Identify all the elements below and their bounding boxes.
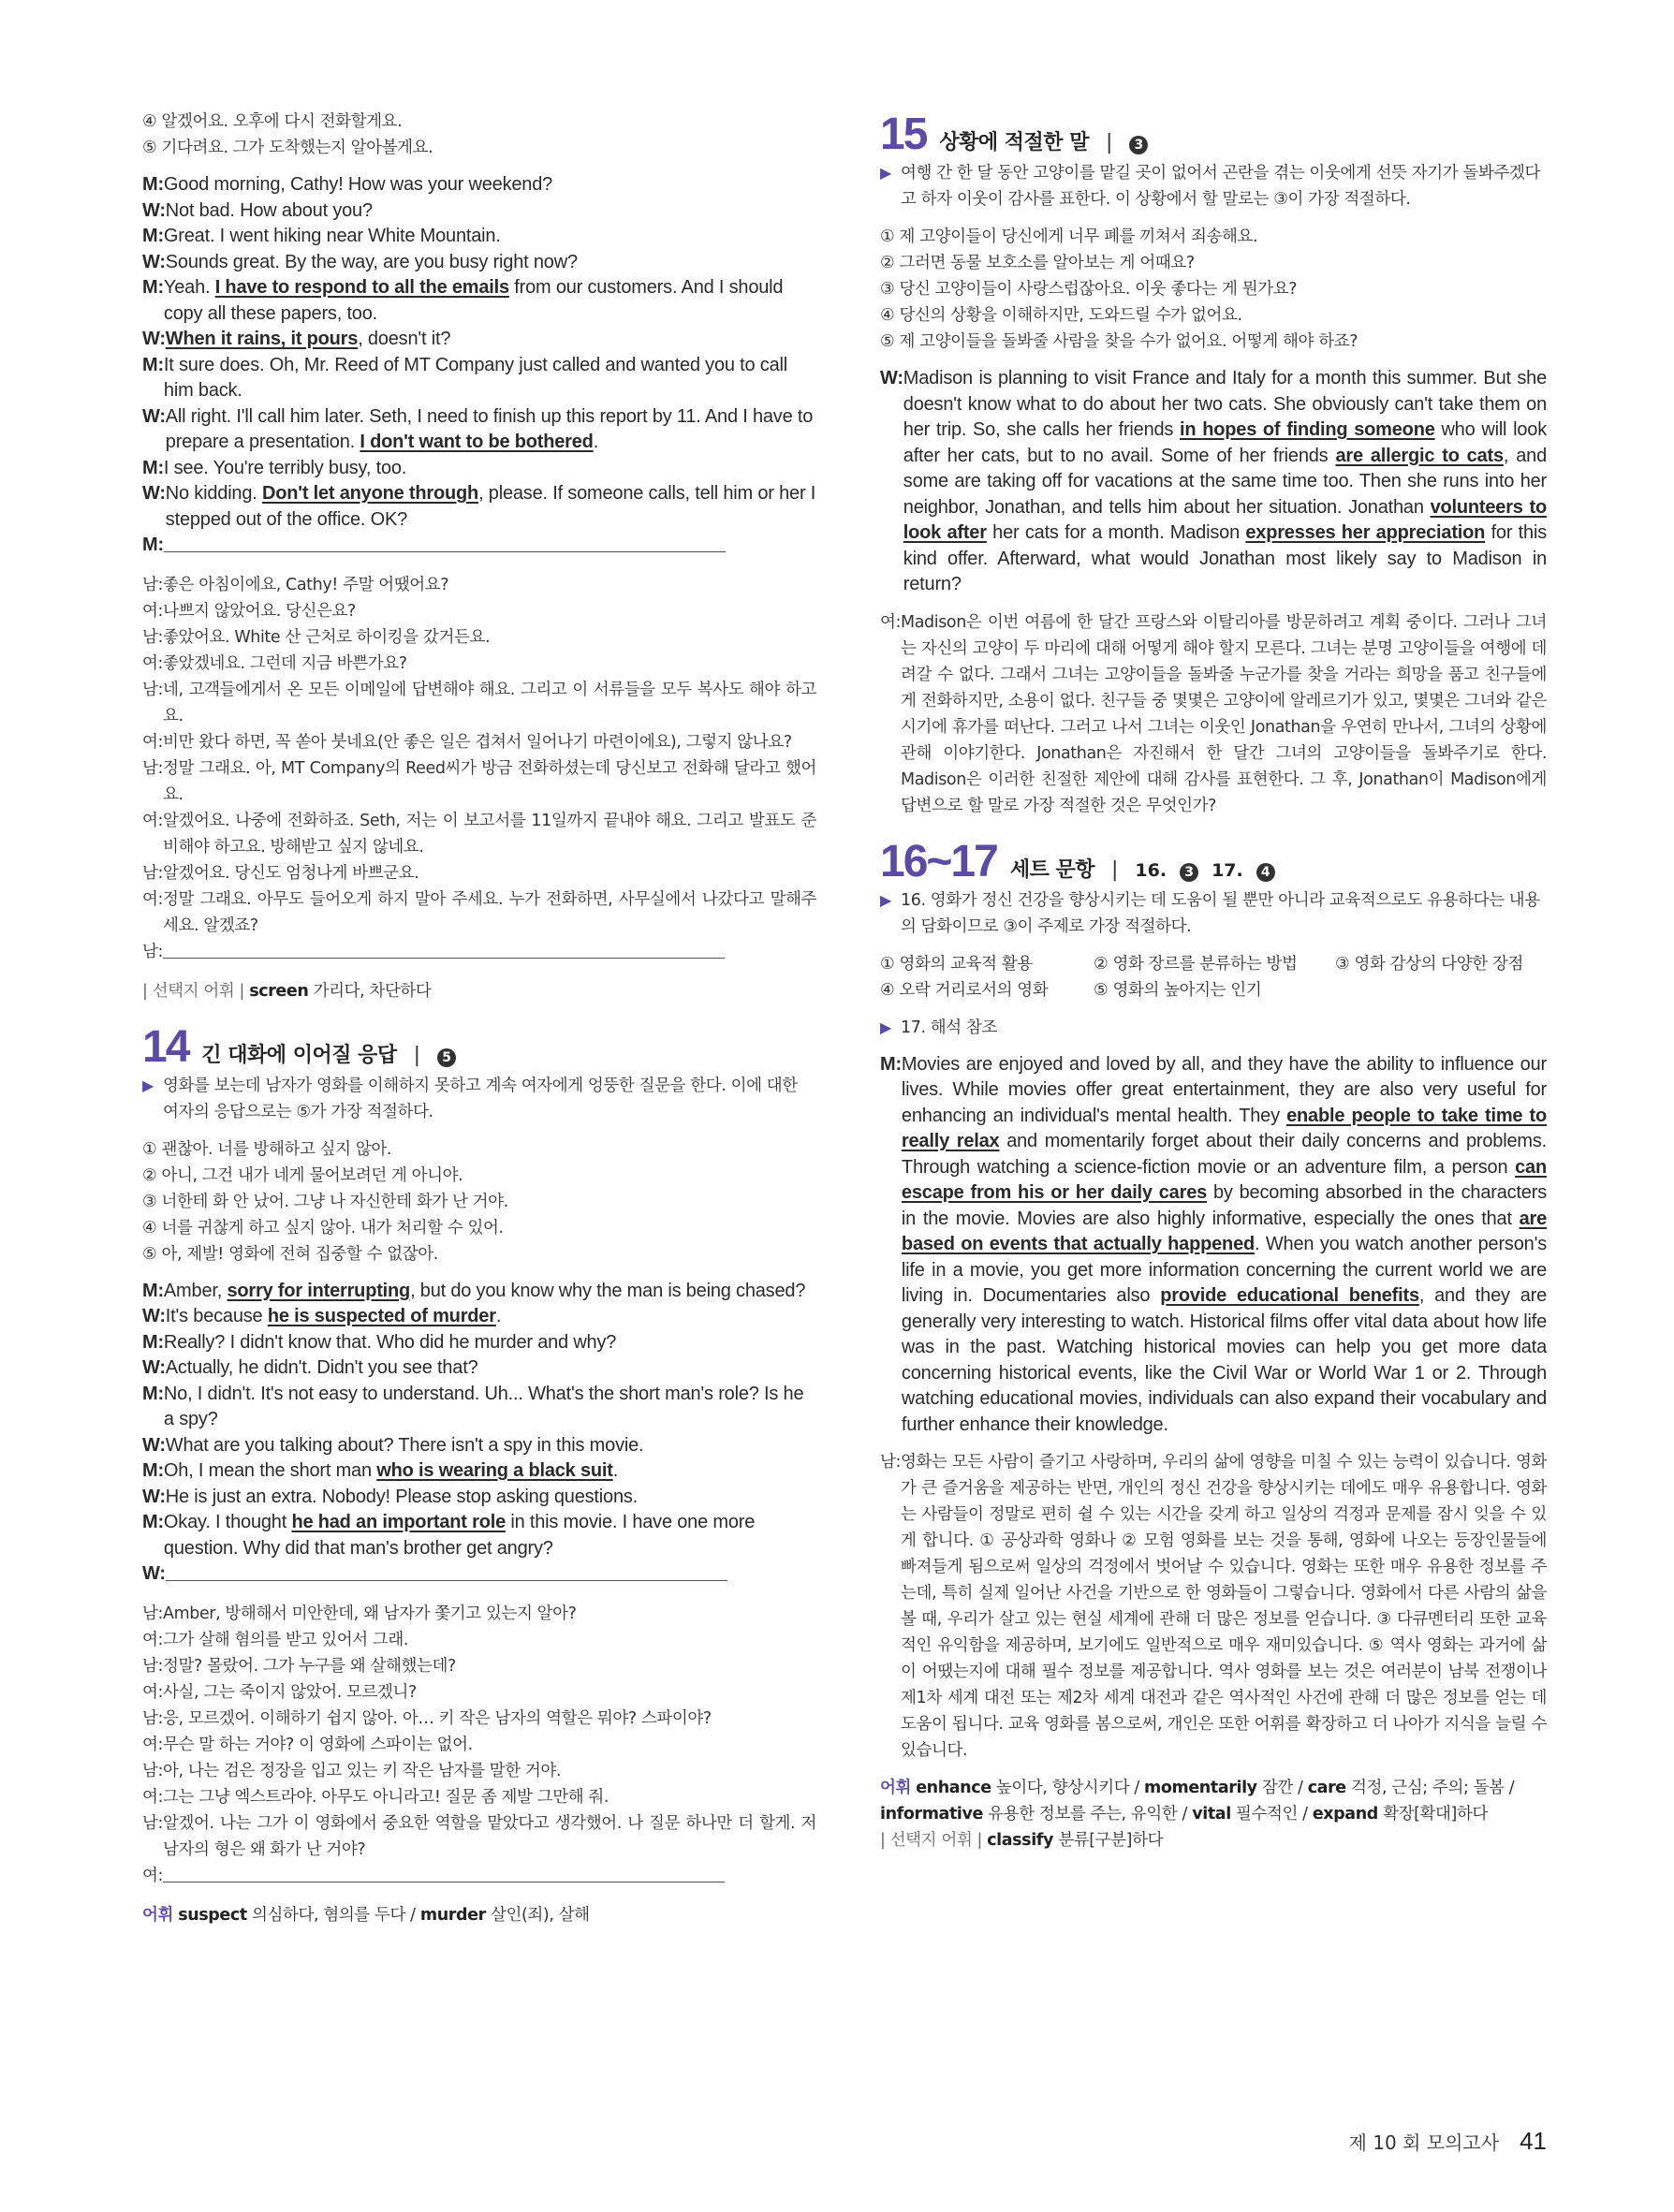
answer-option: ① 제 고양이들이 당신에게 너무 폐를 끼쳐서 죄송해요. (880, 227, 1258, 246)
dialog-line (142, 1561, 816, 1589)
triangle-icon: ▶ (880, 164, 891, 182)
dialog-line: 여: 좋았겠네요. 그런데 지금 바쁜가요? (142, 651, 816, 677)
option-5: ⑤ 기다려요. 그가 도착했는지 알아볼게요. (142, 139, 433, 157)
speaker-label: W: (142, 199, 166, 221)
answer-blank (164, 533, 726, 552)
answer-option: ④ 너를 귀찮게 하고 싶지 않아. 내가 처리할 수 있어. (142, 1218, 504, 1238)
key-phrase: in hopes of finding someone (1180, 419, 1435, 440)
section-15-header: 15 상황에 적절한 말 | 3 (880, 109, 1547, 160)
options-15 (880, 224, 1547, 355)
dialog-line: 남: 알겠어요. 당신도 엄청나게 바쁘군요. (142, 860, 816, 886)
speaker-label: 여: (142, 1682, 164, 1702)
speaker-label: 여: (142, 732, 164, 752)
speaker-label: W: (142, 1486, 166, 1507)
dialog-line: M: Yeah. I have to respond to all the emails from our customers. And I should copy all these papers, too. (142, 275, 816, 327)
answer-badge-17: 4 (1256, 863, 1275, 882)
translation-17: 남: 영화는 모든 사람이 즐기고 사랑하며, 우리의 삶에 영향을 미칠 수 있는 능력이 있습니다. 영화가 큰 즐거움을 제공하는 반면, 개인의 정신 건강을 향상시키는 데에도 매우 유용합니다. 영화는 사람들이 정말로 편히 쉴 수 있는 시간을 갖게 하고 일상의 걱정과 문제를 잠시 잊을 수 있게 합니다. ① 공상과학 영화나 ② 모험 영화를 보는 것을 통해, 영화에 나오는 등장인물들에 빠져들게 됨으로써 일상의 걱정에서 벗어날 수 있습니다. 영화는 또한 매우 유용한 정보를 주는데, 특히 실제 일어난 사건을 기반으로 한 영화들이 그렇습니다. 영화에서 다른 사람의 삶을 볼 때, 우리가 살고 있는 현실 세계에 관해 더 많은 정보를 얻습니다. ③ 다큐멘터리 또한 교육적인 유익함을 제공하며, 보기에도 일반적으로 매우 재미있습니다. ⑤ 역사 영화는 과거에 삶이 어땠는지에 대해 필수 정보를 제공합니다. 역사 영화를 보는 것은 여러분이 남북 전쟁이나 제1차 세계 대전 또는 제2차 세계 대전과 같은 역사적인 사건에 관해 더 많은 정보를 얻는 데 도움이 됩니다. 교육 영화를 봄으로써, 개인은 또한 어휘를 확장하고 더 나아가 지식을 늘릴 수 있습니다. (880, 1453, 1547, 1760)
speaker-label: 남: (142, 863, 164, 883)
dialog-line: W: No kidding. Don't let anyone through, please. If someone calls, tell him or her I stepped out of the office. OK? (142, 481, 816, 533)
speaker-label: 남: (142, 627, 164, 647)
dialog-line: 여: 알겠어요. 나중에 전화하죠. Seth, 저는 이 보고서를 11일까지 끝내야 해요. 그리고 발표도 준비해야 하고요. 방해받고 싶지 않네요. (142, 808, 816, 860)
key-phrase: can escape from his or her daily cares (901, 1156, 1547, 1203)
speaker-label: W: (142, 251, 166, 272)
vocab-17: 어휘 enhance 높이다, 향상시키다 / momentarily 잠깐 / care 걱정, 근심; 주의; 돌봄 / informative 유용한 정보를 주는, 유익한 / vital 필수적인 / expand 확장[확대]하다 (880, 1779, 1515, 1824)
dialog-line: W: Not bad. How about you? (142, 198, 816, 225)
dialog-line: M: Oh, I mean the short man who is wearing a black suit. (142, 1458, 816, 1485)
page-number: 41 (1520, 2127, 1547, 2155)
section-title: 상황에 적절한 말 (939, 131, 1089, 154)
answer-badge-16: 3 (1180, 863, 1198, 882)
speaker-label: M: (142, 226, 164, 246)
key-phrase: are based on events that actually happened (901, 1208, 1547, 1254)
speaker-label: 여: (142, 889, 164, 909)
speaker-label: M: (142, 1331, 164, 1353)
right-column (880, 109, 1547, 1853)
speaker-label: M: (142, 535, 164, 555)
answer-option: ⑤ 제 고양이들을 돌봐줄 사람을 찾을 수가 없어요. 어떻게 해야 하죠? (880, 332, 1358, 351)
page-footer (1349, 2127, 1547, 2156)
dialog-line: M: Great. I went hiking near White Mountain. (142, 224, 816, 250)
speaker-label: 남: (142, 680, 164, 699)
speaker-label: 남: (142, 1604, 164, 1623)
speaker-label: 여: (142, 1787, 164, 1807)
answer-badge: 5 (437, 1048, 456, 1067)
speaker-label: 남: (142, 1656, 164, 1676)
explanation-15: ▶ 여행 간 한 달 동안 고양이를 맡길 곳이 없어서 곤란을 겪는 이웃에게 선뜻 자기가 돌봐주겠다고 하자 이웃이 감사를 표한다. 이 상황에서 할 말로는 ③이 가장 적절하다. (880, 160, 1547, 212)
answer-option: ② 그러면 동물 보호소를 알아보는 게 어때요? (880, 254, 1195, 272)
answer-blank (163, 1863, 725, 1882)
key-phrase: are allergic to cats (1335, 445, 1504, 466)
speaker-label: 남: (142, 758, 164, 778)
answer-badge: 3 (1129, 136, 1148, 154)
left-column (142, 109, 816, 1928)
dialog-line: M: Really? I didn't know that. Who did he murder and why? (142, 1330, 816, 1356)
dialog-line: M: No, I didn't. It's not easy to understand. Uh... What's the short man's role? Is he a spy? (142, 1382, 816, 1433)
speaker-label: M: (142, 277, 164, 298)
translation-15: 여: Madison은 이번 여름에 한 달간 프랑스와 이탈리아를 방문하려고 계획 중이다. 그러나 그녀는 자신의 고양이 두 마리에 대해 어떻게 해야 할지 모른다. 그녀는 분명 고양이들을 여행에 데려갈 수 없다. 그래서 그녀는 고양이들을 돌봐줄 누군가를 찾을 거라는 희망을 품고 친구들에게 전화하지만, 소용이 없다. 친구들 중 몇몇은 고양이에 알레르기가 있고, 몇몇은 그녀와 같은 시기에 휴가를 떠난다. 그러고 나서 그녀는 이웃인 Jonathan을 우연히 만나서, 그녀의 상황에 관해 이야기한다. Jonathan은 자진해서 한 달간 그녀의 고양이들을 돌봐주기로 한다. Madison은 이러한 친절한 제안에 대해 감사를 표현한다. 그 후, Jonathan이 Madison에게 답변으로 할 말로 가장 적절한 것은 무엇인가? (880, 612, 1547, 815)
key-phrase: he had an important role (291, 1512, 506, 1532)
speaker-label: W: (142, 1434, 166, 1456)
dialog-line: 남: 좋은 아침이에요, Cathy! 주말 어땠어요? (142, 572, 816, 598)
speaker-label: 남: (142, 1813, 164, 1833)
speaker-label: M: (142, 1280, 164, 1301)
speaker-label: 남: (142, 942, 164, 961)
section-16-17-header: 16~17 세트 문항 | 16. 3 17. 4 (880, 836, 1547, 887)
dialog-line: M: Good morning, Cathy! How was your weekend? (142, 172, 816, 198)
speaker-label: 여: (142, 1866, 164, 1885)
speaker-label: W: (142, 1306, 166, 1326)
speaker-label: W: (142, 1357, 166, 1378)
key-phrase: enable people to take time to really relax (901, 1105, 1548, 1151)
dialog-line: 남: 네, 고객들에게서 온 모든 이메일에 답변해야 해요. 그리고 이 서류들을 모두 복사도 해야 하고요. (142, 677, 816, 729)
section-number: 15 (880, 110, 927, 159)
dialog-13 (142, 172, 816, 561)
speaker-label: 남: (142, 1708, 164, 1728)
dialog-line (142, 533, 816, 561)
answer-option: ③ 당신 고양이들이 사랑스럽잖아요. 이웃 좋다는 게 뭔가요? (880, 280, 1298, 299)
dialog-line: W: All right. I'll call him later. Seth, I need to finish up this report by 11. And I have to prepare a presentation. I don't want to be bothered. (142, 404, 816, 456)
key-phrase: When it rains, it pours (165, 329, 359, 349)
speaker-label: M: (142, 457, 164, 478)
speaker-label: 여: (142, 653, 164, 673)
key-phrase: expresses her appreciation (1245, 522, 1486, 543)
dialog-14 (142, 1279, 816, 1589)
explanation-17: ▶ 17. 해석 참조 (880, 1015, 1547, 1041)
speaker-label: W: (142, 405, 166, 427)
options-14 (142, 1136, 816, 1267)
footer-title: 제 10 회 모의고사 (1348, 2131, 1500, 2154)
speaker-label: M: (142, 1383, 164, 1404)
explanation-14: ▶ 영화를 보는데 남자가 영화를 이해하지 못하고 계속 여자에게 엉뚱한 질문을 한다. 이에 대한 여자의 응답으로는 ⑤가 가장 적절하다. (142, 1073, 816, 1125)
speaker-label: W: (880, 368, 903, 388)
dialog-line (142, 939, 816, 967)
speaker-label: W: (142, 329, 166, 349)
speaker-label: 여: (142, 601, 164, 621)
speaker-label: M: (142, 174, 164, 195)
section-number: 16~17 (880, 836, 997, 886)
dialog-line: M: Amber, sorry for interrupting, but do you know why the man is being chased? (142, 1279, 816, 1305)
translation-13 (142, 572, 816, 967)
section-title: 긴 대화에 이어질 응답 (201, 1043, 397, 1067)
answer-blank (163, 939, 725, 959)
key-phrase: Don't let anyone through (262, 483, 479, 504)
speaker-label: 여: (142, 1735, 164, 1754)
key-phrase: sorry for interrupting (227, 1280, 411, 1301)
speaker-label: M: (142, 1512, 164, 1532)
explanation-16: ▶ 16. 영화가 정신 건강을 향상시키는 데 도움이 될 뿐만 아니라 교육적으로도 유용하다는 내용의 담화이므로 ③이 주제로 가장 적절하다. (880, 887, 1547, 940)
section-title: 세트 문항 (1009, 857, 1094, 882)
speaker-label: W: (142, 483, 166, 504)
speaker-label: M: (880, 1053, 902, 1075)
dialog-line: 여: 무슨 말 하는 거야? 이 영화에 스파이는 없어. (142, 1732, 816, 1758)
dialog-line: W: It's because he is suspected of murder. (142, 1304, 816, 1330)
speaker-label: 남: (142, 1761, 164, 1780)
selection-vocab-17: | 선택지 어휘 | classify 분류[구분]하다 (880, 1831, 1164, 1850)
key-phrase: volunteers to look after (903, 496, 1547, 543)
passage-17: M: Movies are enjoyed and loved by all, and they have the ability to influence our lives. While movies offer great entertainment, they are also very useful for enhancing an individual's mental health. They enable people to take time to really relax and momentarily forget about their daily concerns and problems. Through watching a science-fiction movie or an adventure film, a person can escape from his or her daily cares by becoming absorbed in the characters in the movie. Movies are also highly informative, especially the ones that are based on events that actually happened. When you watch another person's life in a movie, you get more information concerning the current world we are living in. Documentaries also provide educational benefits, and they are generally very interesting to watch. Historical films offer vital data about how life was in the past. Watching historical movies can help you get more data concerning historical events, like the Civil War or World War 1 or 2. Through watching educational movies, individuals can also expand their vocabulary and further enhance their knowledge. (880, 1052, 1547, 1439)
dialog-line: 남: 정말 그래요. 아, MT Company의 Reed씨가 방금 전화하셨는데 당신보고 전화해 달라고 했어요. (142, 755, 816, 808)
answer-option: ⑤ 아, 제발! 영화에 전혀 집중할 수 없잖아. (142, 1244, 438, 1264)
key-phrase: I don't want to be bothered (360, 432, 594, 452)
dialog-line: 남: Amber, 방해해서 미안한데, 왜 남자가 쫓기고 있는지 알아? (142, 1601, 816, 1627)
dialog-line: 여: 나쁘지 않았어요. 당신은요? (142, 598, 816, 624)
key-phrase: he is suspected of murder (267, 1306, 496, 1326)
dialog-line: W: He is just an extra. Nobody! Please stop asking questions. (142, 1485, 816, 1511)
speaker-label: W: (142, 1563, 166, 1584)
section-14-header: 14 긴 대화에 이어질 응답 | 5 (142, 1021, 816, 1073)
dialog-line: 남: 응, 모르겠어. 이해하기 쉽지 않아. 아… 키 작은 남자의 역할은 뭐야? 스파이야? (142, 1706, 816, 1732)
key-phrase: provide educational benefits (1160, 1285, 1419, 1306)
dialog-line: 남: 좋았어요. White 산 근처로 하이킹을 갔거든요. (142, 624, 816, 651)
speaker-label: 여: (142, 811, 164, 830)
vocab-14: 어휘 suspect 의심하다, 혐의를 두다 / murder 살인(죄), 살해 (142, 1905, 590, 1925)
dialog-line (142, 1863, 816, 1891)
dialog-line: M: Okay. I thought he had an important role in this movie. I have one more question. Why did that man's brother get angry? (142, 1510, 816, 1561)
translation-14 (142, 1601, 816, 1891)
speaker-label: M: (142, 354, 164, 375)
options-16: ① 영화의 교육적 활용 ② 영화 장르를 분류하는 방법 ③ 영화 감상의 다양한 장점 ④ 오락 거리로서의 영화 ⑤ 영화의 높아지는 인기 (880, 954, 1523, 1000)
dialog-line: 남: 아, 나는 검은 정장을 입고 있는 키 작은 남자를 말한 거야. (142, 1758, 816, 1784)
dialog-line: 남: 알겠어. 나는 그가 이 영화에서 중요한 역할을 맡았다고 생각했어. 나 질문 하나만 더 할게. 저 남자의 형은 왜 화가 난 거야? (142, 1810, 816, 1863)
passage-15: W: Madison is planning to visit France and Italy for a month this summer. But she doesn't know what to do about her two cats. She obviously can't take them on her trip. So, she calls her friends in hopes of finding someone who will look after her cats, but to no avail. Some of her friends are allergic to cats, and some are taking off for vacations at the same time too. Then she runs into her neighbor, Jonathan, and tells him about her situation. Jonathan volunteers to look after her cats for a month. Madison expresses her appreciation for this kind offer. Afterward, what would Jonathan most likely say to Madison in return? (880, 366, 1547, 598)
section-number: 14 (142, 1021, 189, 1072)
key-phrase: who is wearing a black suit (376, 1460, 613, 1481)
triangle-icon: ▶ (880, 1018, 891, 1036)
triangle-icon: ▶ (142, 1076, 154, 1094)
key-phrase: I have to respond to all the emails (214, 277, 509, 298)
dialog-line: W: Sounds great. By the way, are you busy right now? (142, 250, 816, 276)
dialog-line: 여: 정말 그래요. 아무도 들어오게 하지 말아 주세요. 누가 전화하면, 사무실에서 나갔다고 말해주세요. 알겠죠? (142, 886, 816, 939)
triangle-icon: ▶ (880, 890, 891, 909)
dialog-line: 여: 그는 그냥 엑스트라야. 아무도 아니라고! 질문 좀 제발 그만해 줘. (142, 1784, 816, 1810)
dialog-line: W: What are you talking about? There isn't a spy in this movie. (142, 1433, 816, 1459)
dialog-line: 여: 비만 왔다 하면, 꼭 쏟아 붓네요(안 좋은 일은 겹쳐서 일어나기 마련이에요), 그렇지 않나요? (142, 729, 816, 755)
option-4: ④ 알겠어요. 오후에 다시 전화할게요. (142, 112, 403, 131)
dialog-line: 여: 그가 살해 혐의를 받고 있어서 그래. (142, 1627, 816, 1653)
dialog-line: 여: 사실, 그는 죽이지 않았어. 모르겠니? (142, 1679, 816, 1706)
dialog-line: M: It sure does. Oh, Mr. Reed of MT Company just called and wanted you to call him back. (142, 353, 816, 404)
question13-options-tail (142, 109, 816, 161)
dialog-line: 남: 정말? 몰랐어. 그가 누구를 왜 살해했는데? (142, 1653, 816, 1679)
speaker-label: 여: (142, 1630, 164, 1649)
answer-option: ① 괜찮아. 너를 방해하고 싶지 않아. (142, 1139, 391, 1159)
answer-option: ② 아니, 그건 내가 네게 물어보려던 게 아니야. (142, 1165, 463, 1185)
dialog-line: W: When it rains, it pours, doesn't it? (142, 327, 816, 353)
selection-vocab-13: | 선택지 어휘 | screen 가리다, 차단하다 (142, 981, 432, 1001)
dialog-line: W: Actually, he didn't. Didn't you see that? (142, 1355, 816, 1382)
answer-blank (166, 1561, 727, 1581)
answer-option: ④ 당신의 상황을 이해하지만, 도와드릴 수가 없어요. (880, 306, 1242, 325)
speaker-label: M: (142, 1460, 164, 1481)
dialog-line: M: I see. You're terribly busy, too. (142, 456, 816, 482)
answer-option: ③ 너한테 화 안 났어. 그냥 나 자신한테 화가 난 거야. (142, 1192, 508, 1211)
speaker-label: 남: (142, 575, 164, 594)
